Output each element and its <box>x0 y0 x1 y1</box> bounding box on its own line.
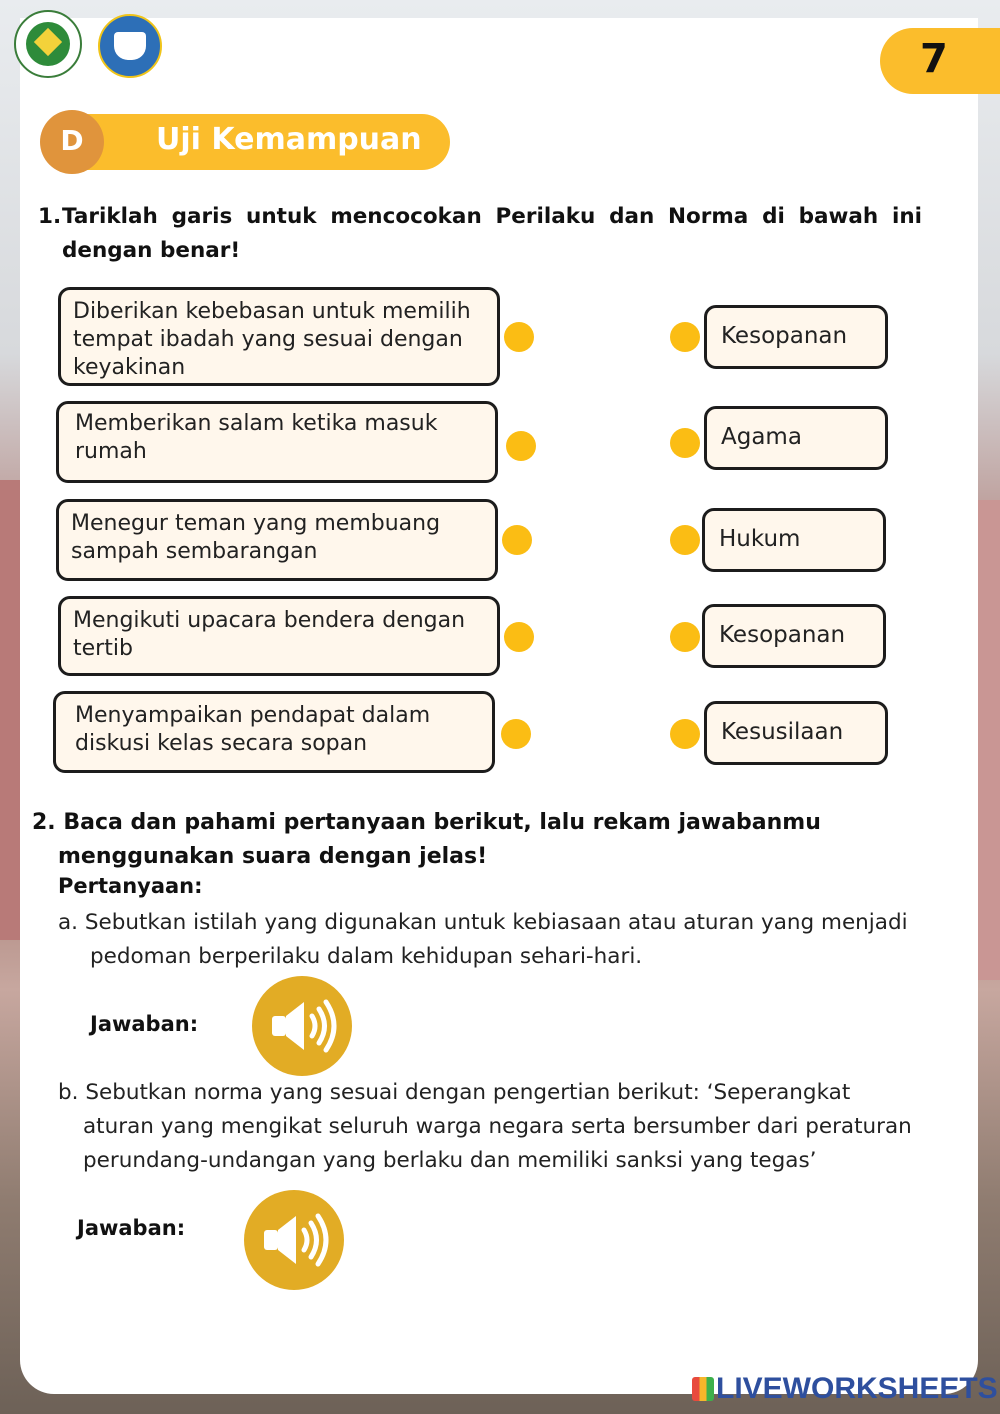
question-2-line-1: 2. Baca dan pahami pertanyaan berikut, lalu rekam jawabanmu <box>32 810 821 835</box>
question-2b <box>58 1076 912 1178</box>
speaker-icon <box>252 976 352 1076</box>
behavior-box-5: Menyampaikan pendapat dalam diskusi kelas secara sopan <box>53 691 495 773</box>
behavior-dot-2[interactable] <box>506 431 536 461</box>
norm-box-4: Kesopanan <box>702 604 886 668</box>
behavior-box-1: Diberikan kebebasan untuk memilih tempat ibadah yang sesuai dengan keyakinan <box>58 287 500 386</box>
norm-box-5: Kesusilaan <box>704 701 888 765</box>
question-1-number: 1. <box>38 204 62 229</box>
behavior-dot-3[interactable] <box>502 525 532 555</box>
norm-box-1: Kesopanan <box>704 305 888 369</box>
norm-box-3: Hukum <box>702 508 886 572</box>
question-1-text: Tariklah garis untuk mencocokan Perilaku dan Norma di bawah ini dengan benar! <box>62 204 922 263</box>
question-2b-line-2: aturan yang mengikat seluruh warga negara serta bersumber dari peraturan <box>83 1114 912 1139</box>
section-letter-badge: D <box>40 110 104 174</box>
behavior-box-2: Memberikan salam ketika masuk rumah <box>56 401 498 483</box>
speaker-icon <box>244 1190 344 1290</box>
liveworksheets-logo-icon <box>692 1377 714 1401</box>
record-audio-button-b[interactable] <box>244 1190 344 1290</box>
liveworksheets-brand <box>692 1372 998 1406</box>
question-2 <box>32 806 821 874</box>
norm-dot-1[interactable] <box>670 322 700 352</box>
question-2-line-2: menggunakan suara dengan jelas! <box>58 844 488 869</box>
behavior-box-3: Menegur teman yang membuang sampah sembarangan <box>56 499 498 581</box>
pertanyaan-label: Pertanyaan: <box>58 874 203 898</box>
answer-label-b: Jawaban: <box>77 1216 186 1240</box>
page-number: 7 <box>920 36 948 82</box>
answer-label-a: Jawaban: <box>90 1012 199 1036</box>
question-1 <box>38 200 922 268</box>
behavior-dot-5[interactable] <box>501 719 531 749</box>
question-2b-line-1: b. Sebutkan norma yang sesuai dengan pengertian berikut: ‘Seperangkat <box>58 1080 851 1105</box>
question-2b-line-3: perundang-undangan yang berlaku dan memiliki sanksi yang tegas’ <box>83 1148 817 1173</box>
brand-text: LIVEWORKSHEETS <box>716 1372 998 1405</box>
page-number-badge <box>880 28 1000 94</box>
background-wall-right <box>975 500 1000 980</box>
behavior-dot-1[interactable] <box>504 322 534 352</box>
norm-dot-3[interactable] <box>670 525 700 555</box>
question-2a-line-1: a. Sebutkan istilah yang digunakan untuk kebiasaan atau aturan yang menjadi <box>58 910 908 935</box>
norm-box-2: Agama <box>704 406 888 470</box>
norm-dot-5[interactable] <box>670 719 700 749</box>
norm-dot-4[interactable] <box>670 622 700 652</box>
question-2a <box>58 906 908 974</box>
university-logo <box>14 10 82 78</box>
behavior-dot-4[interactable] <box>504 622 534 652</box>
norm-dot-2[interactable] <box>670 428 700 458</box>
behavior-box-4: Mengikuti upacara bendera dengan tertib <box>58 596 500 676</box>
section-title: Uji Kemampuan <box>156 122 422 157</box>
ministry-logo <box>98 14 162 78</box>
record-audio-button-a[interactable] <box>252 976 352 1076</box>
question-2a-line-2: pedoman berperilaku dalam kehidupan sehari-hari. <box>90 944 643 969</box>
